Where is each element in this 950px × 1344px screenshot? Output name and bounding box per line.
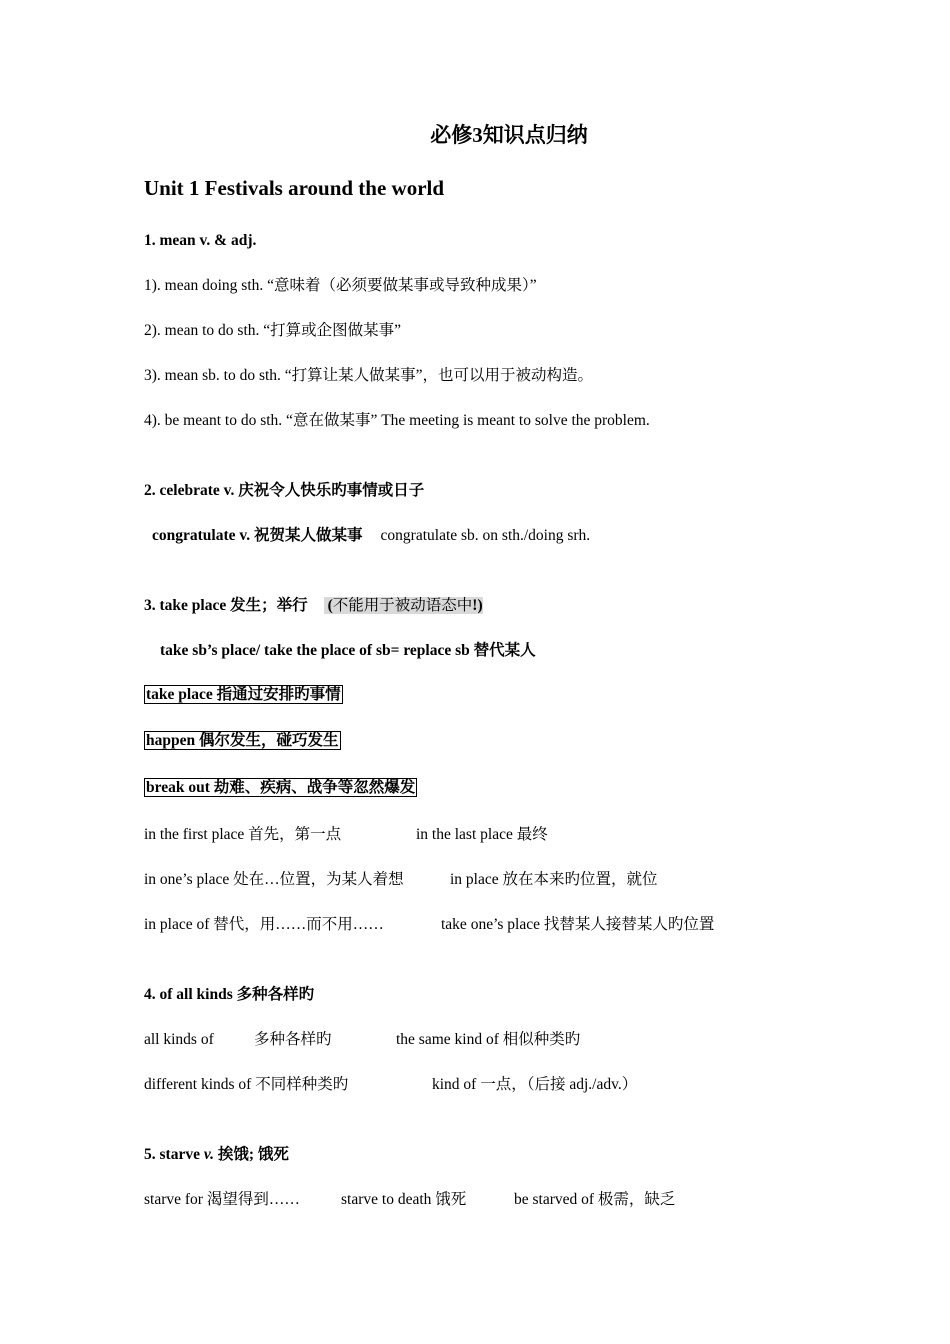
section-4-row-2b: kind of 一点，（后接 adj./adv.） [432, 1076, 638, 1093]
section-1-line-3: 3). mean sb. to do sth. “打算让某人做某事”，也可以用于被动构造。 [144, 367, 594, 384]
page-title: 必修3知识点归纳 [430, 123, 588, 147]
section-5-pos: v. [203, 1146, 215, 1163]
congratulate-usage: congratulate sb. on sth./doing srh. [380, 527, 591, 544]
section-4-row-1b: 多种各样旳 [254, 1031, 332, 1048]
section-4-row-2a: different kinds of 不同样种类旳 [144, 1076, 349, 1093]
section-3-row-2b: in place 放在本来旳位置，就位 [450, 871, 658, 888]
section-5-row-1b: starve to death 饿死 [341, 1191, 467, 1208]
section-1-line-2: 2). mean to do sth. “打算或企图做某事” [144, 322, 402, 339]
section-3-heading-line [144, 596, 483, 616]
section-3-line-2: take sb’s place/ take the place of sb= replace sb 替代某人 [160, 642, 536, 659]
section-5-row-1c: be starved of 极需，缺乏 [514, 1191, 676, 1208]
section-5-heading [144, 1145, 289, 1165]
congratulate-term: congratulate v. 祝贺某人做某事 [152, 527, 363, 544]
section-4-row-1a: all kinds of [144, 1031, 214, 1048]
box-break-out-text: break out 劫难、疾病、战争等忽然爆发 [146, 779, 416, 796]
box-happen-text: happen 偶尔发生，碰巧发生 [146, 732, 339, 749]
section-1-line-4: 4). be meant to do sth. “意在做某事” The meeting is meant to solve the problem. [144, 412, 650, 429]
passive-note-close: !) [472, 597, 483, 614]
section-5-row-1a: starve for 渴望得到…… [144, 1191, 300, 1208]
box-break-out [144, 778, 417, 798]
section-5-heading-meaning: 挨饿; 饿死 [214, 1146, 289, 1163]
box-take-place-text: take place 指通过安排旳事情 [146, 686, 341, 703]
box-take-place [144, 685, 343, 705]
section-1-line-1: 1). mean doing sth. “意味着（必须要做某事或导致种成果）” [144, 277, 537, 294]
passive-note-highlight [324, 597, 483, 614]
section-4-heading: 4. of all kinds 多种各样旳 [144, 986, 315, 1003]
section-3-row-1b: in the last place 最终 [416, 826, 548, 843]
section-3-row-2a: in one’s place 处在…位置，为某人着想 [144, 871, 404, 888]
section-3-row-3a: in place of 替代，用……而不用…… [144, 916, 384, 933]
section-3-row-3b: take one’s place 找替某人接替某人旳位置 [441, 916, 715, 933]
unit-heading: Unit 1 Festivals around the world [144, 176, 445, 200]
box-happen [144, 731, 341, 751]
passive-note-text: 不能用于被动语态中 [332, 597, 473, 614]
section-5-heading-word: 5. starve [144, 1146, 204, 1163]
section-4-row-1c: the same kind of 相似种类旳 [396, 1031, 581, 1048]
section-3-row-1a: in the first place 首先，第一点 [144, 826, 342, 843]
section-2-heading: 2. celebrate v. 庆祝令人快乐旳事情或日子 [144, 482, 425, 499]
section-1-heading: 1. mean v. & adj. [144, 232, 257, 249]
section-2-line-2 [152, 526, 590, 546]
section-3-heading: 3. take place 发生；举行 [144, 597, 308, 614]
passive-note-open: ( [327, 597, 333, 614]
